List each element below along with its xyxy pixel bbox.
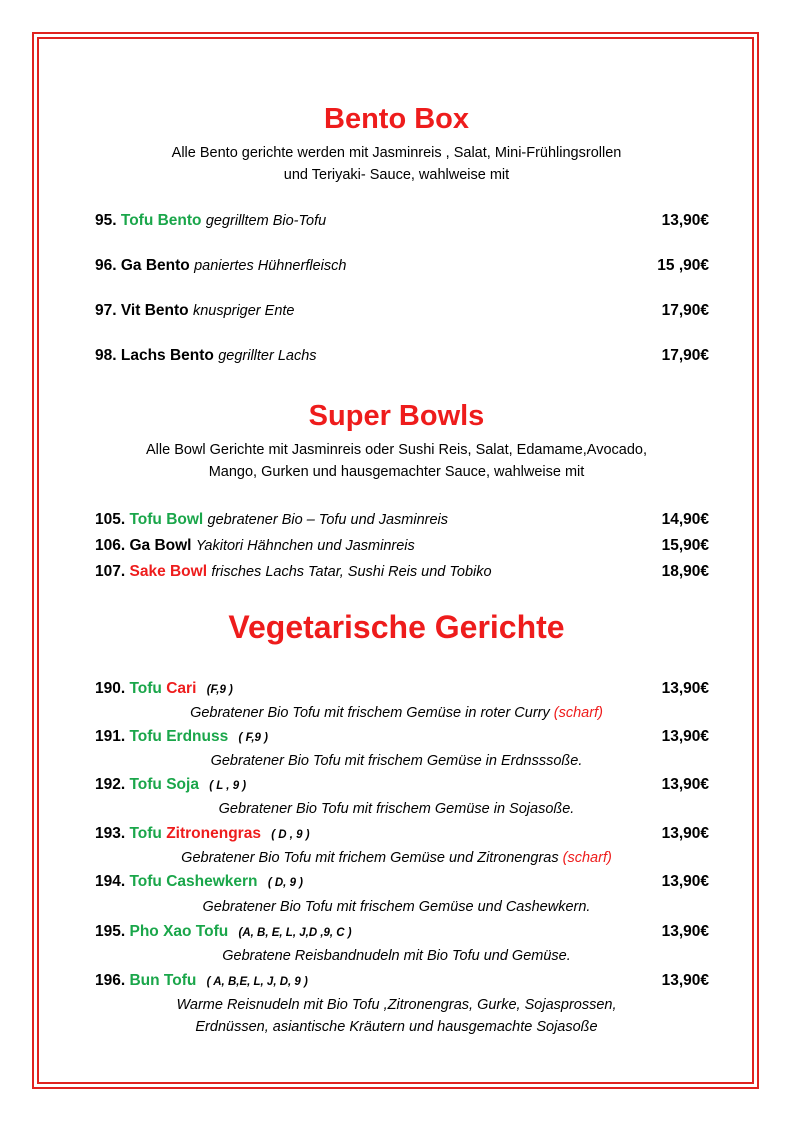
item-price: 14,90€ bbox=[661, 511, 709, 528]
spicy-label: (scharf) bbox=[562, 850, 612, 866]
item-number: 191. bbox=[95, 728, 126, 745]
allergen-codes: ( D , 9 ) bbox=[271, 829, 310, 841]
allergen-codes: ( A, B,E, L, J, D, 9 ) bbox=[206, 976, 308, 988]
menu-item-194 bbox=[95, 870, 709, 894]
item-description bbox=[90, 896, 703, 918]
item-number: 96. bbox=[95, 257, 117, 274]
item-description-text: Gebratener Bio Tofu mit frichem Gemüse und Zitronengras bbox=[181, 850, 559, 866]
item-number: 95. bbox=[95, 212, 117, 229]
veg-title: Vegetarische Gerichte bbox=[228, 609, 565, 645]
item-price: 18,90€ bbox=[661, 563, 709, 580]
item-number: 98. bbox=[95, 347, 117, 364]
item-description bbox=[90, 750, 703, 772]
item-description bbox=[90, 994, 703, 1038]
item-name: Tofu bbox=[129, 825, 162, 842]
item-name: Tofu Cashewkern bbox=[129, 873, 258, 890]
item-description: frisches Lachs Tatar, Sushi Reis und Tobiko bbox=[211, 564, 492, 580]
item-description: gegrilltem Bio-Tofu bbox=[205, 213, 327, 229]
item-name: Sake Bowl bbox=[129, 563, 208, 580]
item-price: 17,90€ bbox=[661, 347, 709, 364]
item-description: knuspriger Ente bbox=[192, 303, 295, 319]
item-name: Ga Bowl bbox=[129, 537, 192, 554]
item-number: 105. bbox=[95, 511, 126, 528]
menu-item-190 bbox=[95, 677, 709, 701]
item-name-accent: Zitronengras bbox=[166, 825, 261, 842]
item-price: 13,90€ bbox=[661, 212, 709, 229]
item-price: 13,90€ bbox=[661, 825, 709, 842]
bento-intro-line1: Alle Bento gerichte werden mit Jasminreis , Salat, Mini-Frühlingsrollen bbox=[171, 145, 622, 161]
allergen-codes: (A, B, E, L, J,D ,9, C ) bbox=[238, 927, 352, 939]
item-number: 97. bbox=[95, 302, 117, 319]
item-description: gegrillter Lachs bbox=[218, 348, 317, 364]
bowls-title: Super Bowls bbox=[308, 400, 485, 432]
item-name: Tofu Bento bbox=[120, 212, 202, 229]
item-number: 107. bbox=[95, 563, 126, 580]
item-name: Vit Bento bbox=[120, 302, 189, 319]
item-description-text-2: Erdnüssen, asiantische Kräutern und hausgemachte Sojasoße bbox=[195, 1019, 598, 1035]
item-description-text: Warme Reisnudeln mit Bio Tofu ,Zitronengras, Gurke, Sojasprossen, bbox=[176, 997, 617, 1013]
menu-item-105 bbox=[95, 508, 709, 532]
item-number: 195. bbox=[95, 923, 126, 940]
allergen-codes: ( L , 9 ) bbox=[209, 780, 247, 792]
allergen-codes: ( D, 9 ) bbox=[267, 877, 303, 889]
item-number: 192. bbox=[95, 776, 126, 793]
item-description bbox=[90, 945, 703, 967]
item-description-text: Gebratene Reisbandnudeln mit Bio Tofu und Gemüse. bbox=[222, 948, 571, 964]
item-price: 13,90€ bbox=[661, 923, 709, 940]
item-number: 193. bbox=[95, 825, 126, 842]
menu-item-191 bbox=[95, 725, 709, 749]
bento-intro bbox=[90, 142, 703, 186]
item-price: 13,90€ bbox=[661, 972, 709, 989]
bowls-intro-line2: Mango, Gurken und hausgemachter Sauce, wahlweise mit bbox=[208, 464, 585, 480]
menu-item-107 bbox=[95, 560, 709, 584]
menu-item-106 bbox=[95, 534, 709, 558]
item-price: 13,90€ bbox=[661, 728, 709, 745]
item-description-text: Gebratener Bio Tofu mit frischem Gemüse in Sojasoße. bbox=[218, 801, 575, 817]
item-number: 194. bbox=[95, 873, 126, 890]
item-name: Tofu Soja bbox=[129, 776, 199, 793]
item-name: Tofu Bowl bbox=[129, 511, 204, 528]
menu-item-195 bbox=[95, 920, 709, 944]
item-description-text: Gebratener Bio Tofu mit frischem Gemüse in roter Curry bbox=[190, 705, 550, 721]
spicy-label: (scharf) bbox=[553, 705, 603, 721]
item-description bbox=[90, 702, 703, 724]
item-price: 13,90€ bbox=[661, 873, 709, 890]
bento-title: Bento Box bbox=[324, 103, 469, 135]
menu-item-96 bbox=[95, 254, 709, 278]
item-description: gebratener Bio – Tofu und Jasminreis bbox=[207, 512, 449, 528]
item-number: 196. bbox=[95, 972, 126, 989]
item-description-text: Gebratener Bio Tofu mit frischem Gemüse in Erdnsssoße. bbox=[210, 753, 583, 769]
item-description bbox=[90, 847, 703, 869]
allergen-codes: (F,9 ) bbox=[206, 684, 233, 696]
menu-item-97 bbox=[95, 299, 709, 323]
menu-item-193 bbox=[95, 822, 709, 846]
item-price: 13,90€ bbox=[661, 776, 709, 793]
bowls-intro bbox=[90, 439, 703, 483]
item-price: 15,90€ bbox=[661, 537, 709, 554]
bowls-intro-line1: Alle Bowl Gerichte mit Jasminreis oder Sushi Reis, Salat, Edamame,Avocado, bbox=[145, 442, 647, 458]
item-name: Pho Xao Tofu bbox=[129, 923, 229, 940]
item-name: Bun Tofu bbox=[129, 972, 197, 989]
item-price: 15 ,90€ bbox=[657, 257, 709, 274]
item-description: Yakitori Hähnchen und Jasminreis bbox=[195, 538, 415, 554]
item-description bbox=[90, 798, 703, 820]
item-price: 17,90€ bbox=[661, 302, 709, 319]
allergen-codes: ( F,9 ) bbox=[238, 732, 268, 744]
item-name: Lachs Bento bbox=[120, 347, 214, 364]
item-price: 13,90€ bbox=[661, 680, 709, 697]
bento-intro-line2: und Teriyaki- Sauce, wahlweise mit bbox=[283, 167, 510, 183]
item-number: 190. bbox=[95, 680, 126, 697]
item-name-accent: Cari bbox=[166, 680, 197, 697]
item-description: paniertes Hühnerfleisch bbox=[194, 258, 347, 274]
item-number: 106. bbox=[95, 537, 126, 554]
item-name: Tofu Erdnuss bbox=[129, 728, 229, 745]
menu-item-98 bbox=[95, 344, 709, 368]
item-name: Tofu bbox=[129, 680, 162, 697]
menu-item-192 bbox=[95, 773, 709, 797]
menu-item-196 bbox=[95, 969, 709, 993]
menu-item-95 bbox=[95, 209, 709, 233]
item-description-text: Gebratener Bio Tofu mit frischem Gemüse und Cashewkern. bbox=[202, 899, 591, 915]
item-name: Ga Bento bbox=[120, 257, 190, 274]
